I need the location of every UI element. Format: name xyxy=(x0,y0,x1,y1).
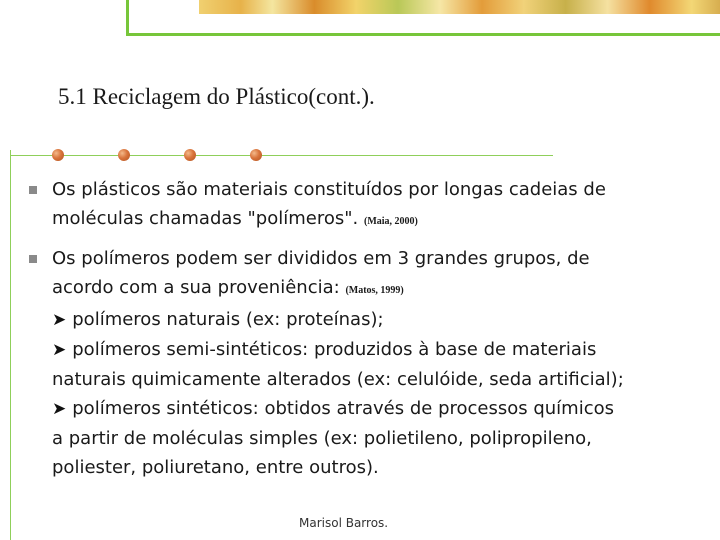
bullet-2-citation: (Matos, 1999) xyxy=(345,285,404,296)
arrow-icon: ➤ xyxy=(52,399,67,419)
divider-dot xyxy=(184,149,196,161)
sub-item-semi-synthetic-cont: naturais quimicamente alterados (ex: celulóide, seda artificial); xyxy=(52,369,624,390)
arrow-icon: ➤ xyxy=(52,310,67,330)
sub-item-semi-synthetic-text: polímeros semi-sintéticos: produzidos à base de materiais xyxy=(72,339,597,360)
divider-dot xyxy=(118,149,130,161)
bullet-square-icon xyxy=(29,186,37,194)
sub-item-synthetic-cont-2: poliester, poliuretano, entre outros). xyxy=(52,457,379,478)
bullet-2-line1: Os polímeros podem ser divididos em 3 grandes grupos, de xyxy=(52,248,590,269)
footer-author: Marisol Barros. xyxy=(299,516,389,530)
bullet-square-icon xyxy=(29,255,37,263)
bullet-2-line2 xyxy=(52,273,712,305)
sub-item-synthetic-text: polímeros sintéticos: obtidos através de processos químicos xyxy=(72,398,615,419)
divider-dot xyxy=(52,149,64,161)
sub-item-synthetic xyxy=(52,394,712,424)
divider-dot xyxy=(250,149,262,161)
bullet-1 xyxy=(52,175,712,236)
header-banner xyxy=(126,0,720,36)
arrow-icon: ➤ xyxy=(52,340,67,360)
bullet-1-line1: Os plásticos são materiais constituídos por longas cadeias de xyxy=(52,179,606,200)
bullet-2 xyxy=(52,244,712,482)
bullet-2-line2-text: acordo com a sua proveniência: xyxy=(52,277,340,298)
sub-item-semi-synthetic xyxy=(52,335,712,365)
sub-item-natural xyxy=(52,305,712,335)
banner-image xyxy=(199,0,720,14)
bullet-1-citation: (Maia, 2000) xyxy=(363,216,418,227)
left-divider xyxy=(10,150,11,540)
title-divider xyxy=(10,155,553,156)
bullet-1-line2-text: moléculas chamadas "polímeros". xyxy=(52,208,359,229)
sub-item-synthetic-cont-1: a partir de moléculas simples (ex: polietileno, polipropileno, xyxy=(52,428,592,449)
sub-item-natural-text: polímeros naturais (ex: proteínas); xyxy=(72,309,384,330)
slide-title: 5.1 Reciclagem do Plástico(cont.). xyxy=(58,84,375,109)
bullet-1-line2 xyxy=(52,204,712,236)
